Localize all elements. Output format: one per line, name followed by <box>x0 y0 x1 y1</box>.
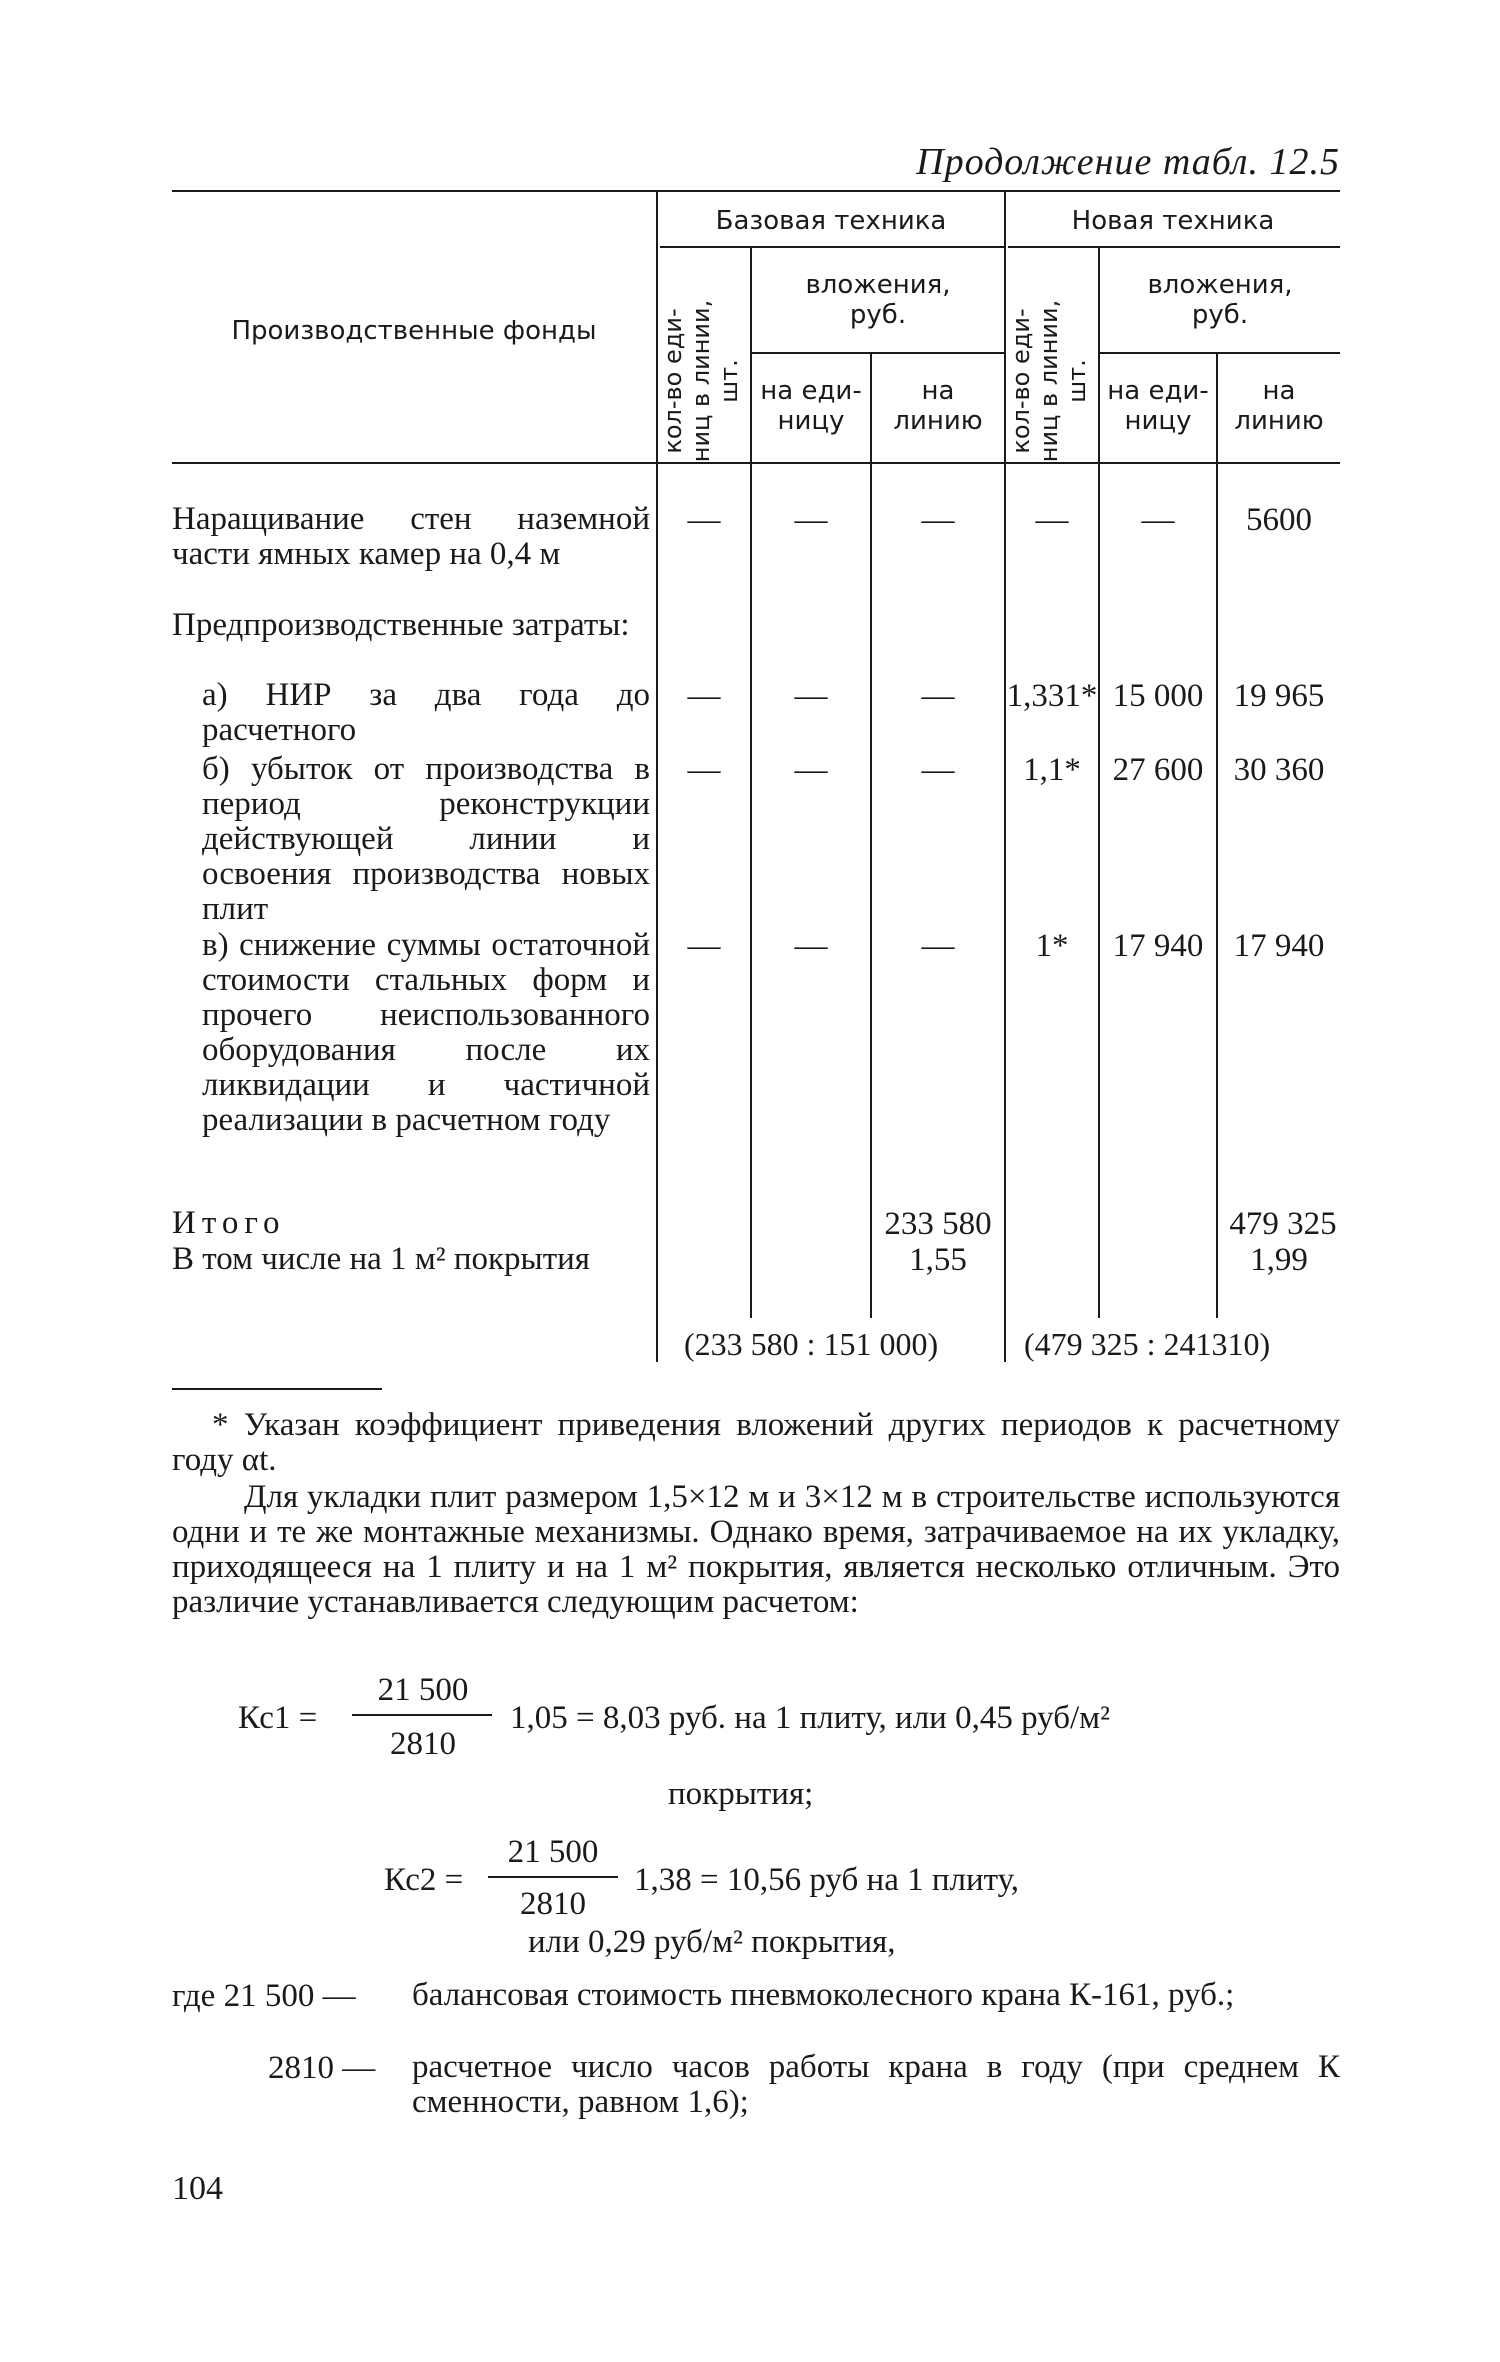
table-row-label: а) НИР за два года до расчетного <box>202 677 650 748</box>
header-per-line-new: на линию <box>1234 376 1324 436</box>
cell-base-unit: — <box>794 678 828 714</box>
calc-base: (233 580 : 151 000) <box>684 1326 939 1362</box>
total-new-value: 479 325 <box>1229 1206 1337 1242</box>
calc-new: (479 325 : 241310) <box>1024 1326 1271 1362</box>
header-per-unit-new: на еди- ницу <box>1107 376 1209 436</box>
invest-rule-base <box>752 352 1005 354</box>
cell-base-unit: — <box>794 928 828 964</box>
cell-new-unit: 27 600 <box>1112 752 1204 788</box>
cell-base-line: — <box>921 928 955 964</box>
header-production-funds: Производственные фонды <box>231 316 597 346</box>
header-invest-base: вложения, руб. <box>805 270 951 330</box>
formula1-rhs: 1,05 = 8,03 руб. на 1 плиту, или 0,45 руб/м² <box>510 1700 1110 1736</box>
cell-new-unit: 15 000 <box>1112 678 1204 714</box>
invest-rule-new <box>1100 352 1340 354</box>
header-bottom-rule <box>172 462 1340 464</box>
formula1-denominator: 2810 <box>390 1726 456 1762</box>
cell-base-line: — <box>921 752 955 788</box>
per-m2-base-value: 1,55 <box>909 1242 967 1278</box>
cell-new-unit: — <box>1141 502 1175 538</box>
table-row-label: Предпроизводственные затраты: <box>172 607 630 643</box>
per-m2-label: В том числе на 1 м² покрытия <box>172 1241 590 1277</box>
header-new-technology: Новая техника <box>1071 206 1275 236</box>
cell-base-unit: — <box>794 502 828 538</box>
cell-base-qty: — <box>687 502 721 538</box>
header-per-unit-base: на еди- ницу <box>760 376 862 436</box>
total-label: Итого <box>172 1205 286 1241</box>
formula1-lhs: Кс1 = <box>238 1700 318 1736</box>
formula2-lhs: Кс2 = <box>384 1862 464 1898</box>
cell-base-qty: — <box>687 928 721 964</box>
cell-new-line: 17 940 <box>1233 928 1325 964</box>
where-text-2: расчетное число часов работы крана в году (при среднем К сменности, равном 1,6); <box>412 2049 1340 2120</box>
per-m2-new-value: 1,99 <box>1250 1242 1308 1278</box>
table-row-label: в) снижение суммы остаточной стоимости стальных форм и прочего неиспользованного оборудования после их ликвидации и частичной реализации в расчетном году <box>202 927 650 1138</box>
cell-base-unit: — <box>794 752 828 788</box>
footnote-text: * Указан коэффициент приведения вложений других периодов к расчетному году αt. <box>172 1407 1340 1478</box>
header-per-line-base: на линию <box>893 376 983 436</box>
table-col-divider <box>1216 354 1218 1318</box>
cell-base-qty: — <box>687 752 721 788</box>
table-row-label: б) убыток от производства в период реконструкции действующей линии и освоения производства новых плит <box>202 751 650 927</box>
cell-new-qty: 1,1* <box>1023 752 1081 788</box>
cell-new-unit: 17 940 <box>1112 928 1204 964</box>
body-paragraph: Для укладки плит размером 1,5×12 м и 3×12 м в строительстве используются одни и те же монтажные механизмы. Однако время, затрачиваемое на их укладку, приходящееся на 1 плиту и на 1 м² покрытия, является несколько отличным. Это различие устанавливается следующим расчетом: <box>172 1479 1340 1620</box>
table-col-divider <box>870 354 872 1318</box>
where-text-1: балансовая стоимость пневмоколесного крана К-161, руб.; <box>412 1977 1235 2013</box>
where-term-1: где 21 500 — <box>172 1978 356 2014</box>
formula1-continuation: покрытия; <box>668 1776 814 1812</box>
table-continuation-caption: Продолжение табл. 12.5 <box>916 141 1340 183</box>
cell-new-line: 30 360 <box>1233 752 1325 788</box>
formula2-continuation: или 0,29 руб/м² покрытия, <box>528 1924 896 1960</box>
cell-new-qty: 1* <box>1035 928 1069 964</box>
header-invest-new: вложения, руб. <box>1147 270 1293 330</box>
formula2-fraction-bar <box>488 1876 618 1878</box>
cell-new-line: 5600 <box>1246 502 1312 538</box>
table-top-rule <box>172 190 1340 192</box>
where-term-2: 2810 — <box>268 2050 376 2086</box>
header-base-technology: Базовая техника <box>715 206 947 236</box>
footnote-rule <box>172 1388 382 1390</box>
table-row-label: Наращивание стен наземной части ямных камер на 0,4 м <box>172 501 650 572</box>
formula1-numerator: 21 500 <box>377 1672 469 1708</box>
formula2-numerator: 21 500 <box>507 1834 599 1870</box>
header-qty-new: кол-во еди- ниц в линии, шт. <box>1007 299 1091 463</box>
cell-new-qty: 1,331* <box>1006 678 1098 714</box>
page-number: 104 <box>172 2170 223 2207</box>
cell-base-qty: — <box>687 678 721 714</box>
total-base-value: 233 580 <box>884 1206 992 1242</box>
cell-base-line: — <box>921 678 955 714</box>
group-header-rule-new <box>1008 246 1340 248</box>
formula2-denominator: 2810 <box>520 1886 586 1922</box>
header-qty-base: кол-во еди- ниц в линии, шт. <box>659 299 743 463</box>
formula2-rhs: 1,38 = 10,56 руб на 1 плиту, <box>634 1862 1020 1898</box>
group-header-rule-base <box>660 246 1005 248</box>
cell-base-line: — <box>921 502 955 538</box>
formula1-fraction-bar <box>352 1714 492 1716</box>
cell-new-line: 19 965 <box>1233 678 1325 714</box>
cell-new-qty: — <box>1035 502 1069 538</box>
